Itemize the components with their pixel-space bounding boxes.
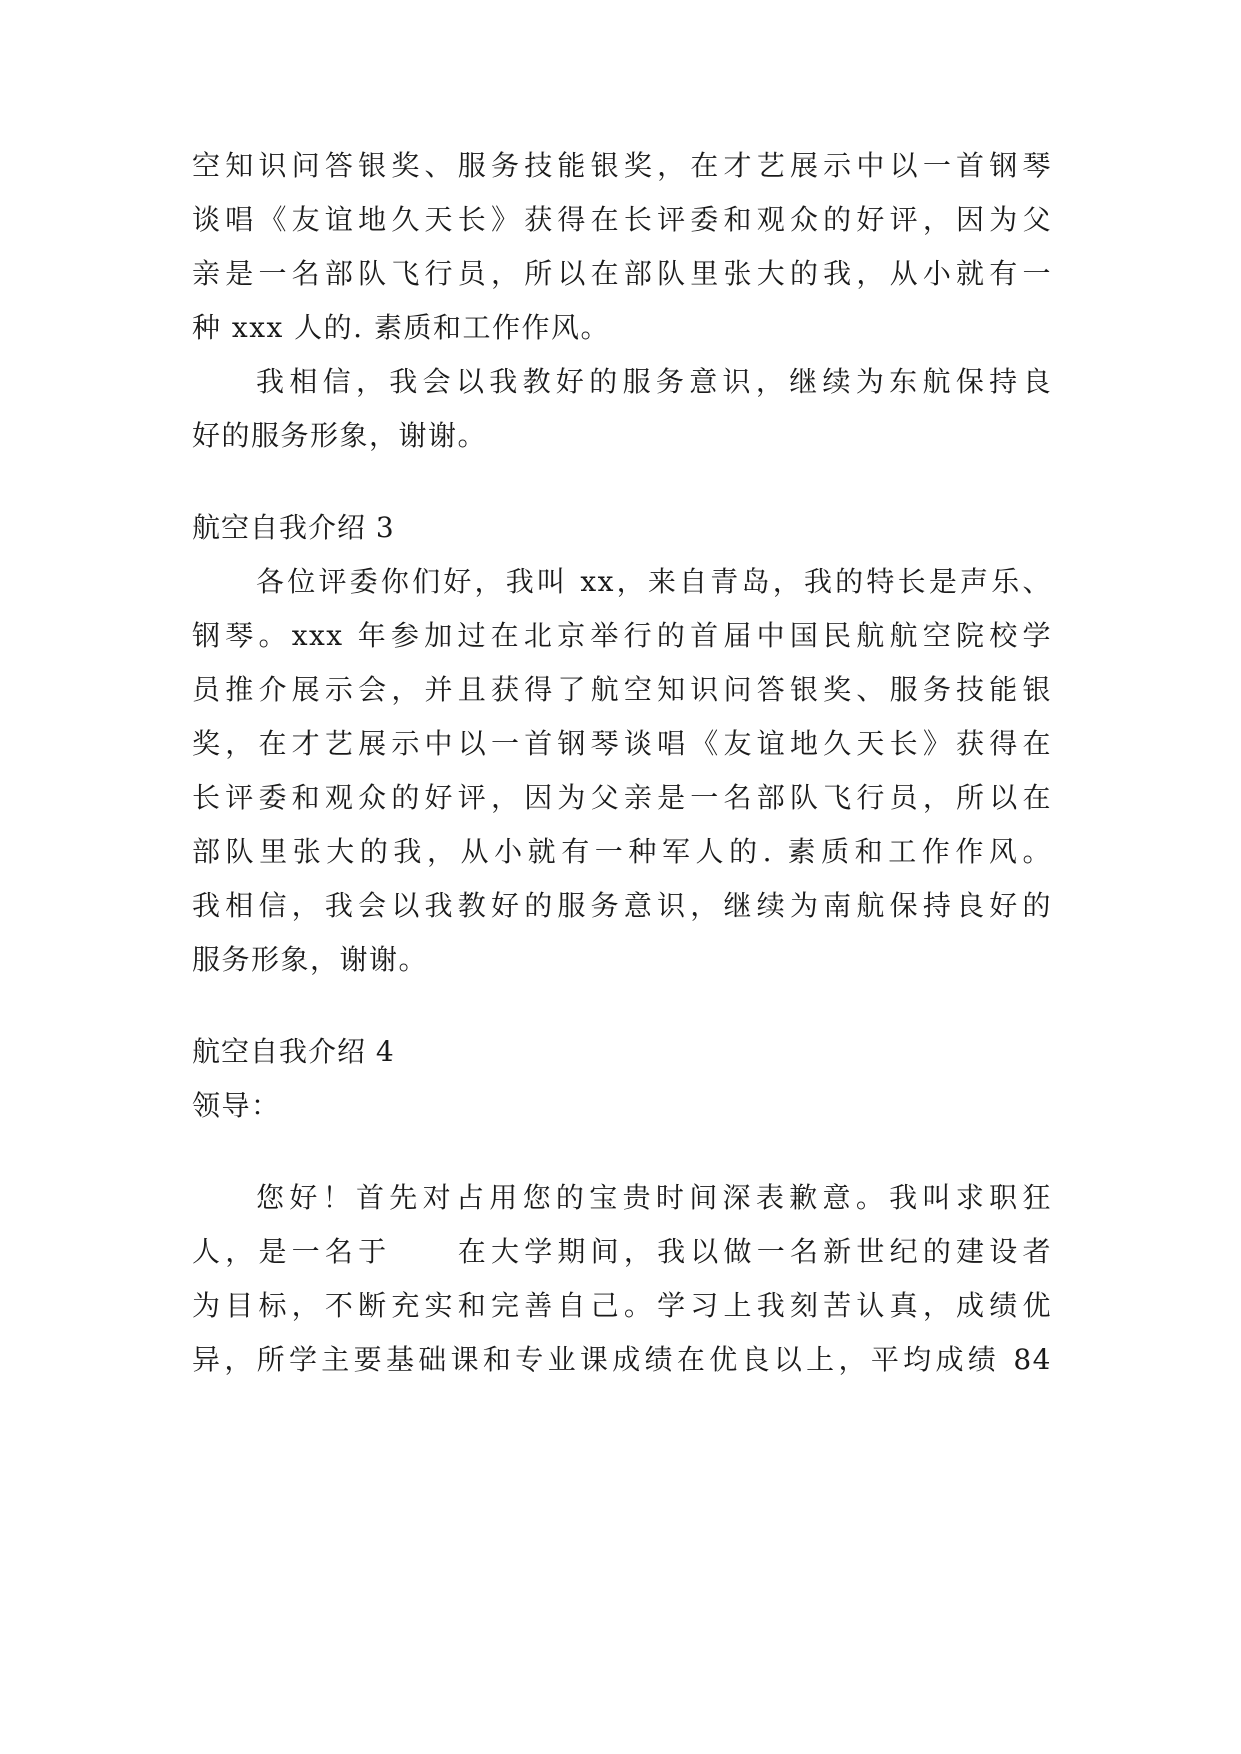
text-line: 人，是一名于 在大学期间，我以做一名新世纪的建设者 xyxy=(192,1235,1052,1268)
text-line: 谈唱《友谊地久天长》获得在长评委和观众的好评，因为父 xyxy=(192,203,1052,236)
text-line: 服务形象，谢谢。 xyxy=(192,943,429,976)
text-line: 为目标，不断充实和完善自己。学习上我刻苦认真，成绩优 xyxy=(192,1289,1052,1322)
text-line: 部队里张大的我，从小就有一种军人的. 素质和工作作风。 xyxy=(192,835,1052,868)
text-line: 空知识问答银奖、服务技能银奖，在才艺展示中以一首钢琴 xyxy=(192,149,1052,182)
salutation: 领导： xyxy=(192,1089,281,1122)
text-line: 种 xxx 人的. 素质和工作作风。 xyxy=(192,311,610,344)
text-line: 好的服务形象，谢谢。 xyxy=(192,419,488,452)
text-line: 奖，在才艺展示中以一首钢琴谈唱《友谊地久天长》获得在 xyxy=(192,727,1052,760)
text-line: 您好！首先对占用您的宝贵时间深表歉意。我叫求职狂 xyxy=(256,1181,1052,1214)
text-line: 亲是一名部队飞行员，所以在部队里张大的我，从小就有一 xyxy=(192,257,1052,290)
section-heading: 航空自我介绍 4 xyxy=(192,1035,395,1068)
text-line: 各位评委你们好，我叫 xx，来自青岛，我的特长是声乐、 xyxy=(256,565,1052,598)
section-heading: 航空自我介绍 3 xyxy=(192,511,395,544)
text-line: 异，所学主要基础课和专业课成绩在优良以上，平均成绩 84 xyxy=(192,1343,1052,1376)
text-line: 长评委和观众的好评，因为父亲是一名部队飞行员，所以在 xyxy=(192,781,1052,814)
text-line: 我相信，我会以我教好的服务意识，继续为东航保持良 xyxy=(256,365,1052,398)
text-line: 员推介展示会，并且获得了航空知识问答银奖、服务技能银 xyxy=(192,673,1052,706)
text-line: 钢琴。xxx 年参加过在北京举行的首届中国民航航空院校学 xyxy=(192,619,1052,652)
text-line: 我相信，我会以我教好的服务意识，继续为南航保持良好的 xyxy=(192,889,1052,922)
